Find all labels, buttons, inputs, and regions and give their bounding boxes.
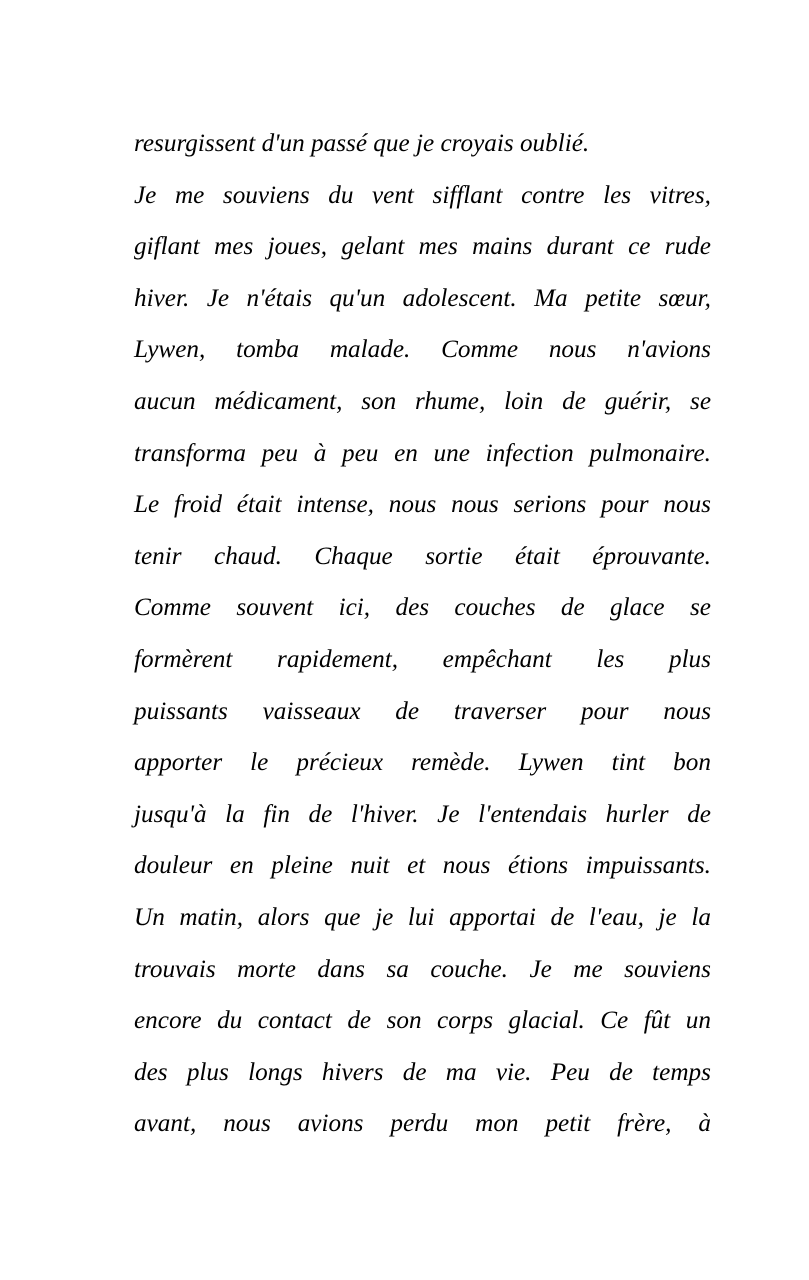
text-word: nous xyxy=(548,336,597,364)
text-word: Un xyxy=(134,903,165,931)
text-word: ici, xyxy=(338,594,371,622)
text-word: adolescent. xyxy=(402,284,517,312)
text-line xyxy=(134,428,711,480)
text-word: infection xyxy=(485,439,574,467)
text-word: petit xyxy=(545,1110,591,1138)
text-line xyxy=(134,634,711,686)
text-word: précieux xyxy=(296,749,384,777)
text-word: ce xyxy=(628,233,651,261)
text-word: de xyxy=(560,594,585,622)
text-word: mains xyxy=(472,233,533,261)
text-word: contre xyxy=(521,181,585,209)
text-word: giflant xyxy=(134,233,200,261)
text-word: médicament, xyxy=(214,387,343,415)
text-word: glacial. xyxy=(508,1007,585,1035)
text-word: gelant xyxy=(341,233,405,261)
text-word: rhume, xyxy=(415,387,486,415)
text-word: de xyxy=(609,1058,633,1086)
text-word: nous xyxy=(388,491,437,519)
text-line xyxy=(134,840,711,892)
text-word: guérir, xyxy=(604,387,672,415)
text-line xyxy=(134,737,711,789)
text-word: pour xyxy=(581,697,629,725)
text-line xyxy=(134,376,711,428)
text-word: nuit xyxy=(350,852,390,880)
text-word: se xyxy=(690,387,711,415)
text-word: de xyxy=(395,697,420,725)
text-word: puissants xyxy=(134,697,228,725)
text-word: transforma xyxy=(134,439,246,467)
text-word: me xyxy=(174,181,205,209)
text-word: pulmonaire. xyxy=(589,439,711,467)
text-line xyxy=(134,479,711,531)
text-word: étions xyxy=(507,852,569,880)
text-word: intense, xyxy=(296,491,374,519)
text-word: aucun xyxy=(134,387,196,415)
text-word: pour xyxy=(601,491,649,519)
text-word: joues, xyxy=(267,233,328,261)
text-word: sortie xyxy=(425,542,483,570)
text-word: n'avions xyxy=(627,336,711,364)
text-word: plus xyxy=(186,1058,229,1086)
text-word: mes xyxy=(418,233,458,261)
text-word: l'eau, xyxy=(588,903,644,931)
text-word: chaud. xyxy=(214,542,282,570)
text-word: matin, xyxy=(179,903,244,931)
text-word: longs xyxy=(248,1058,303,1086)
text-word: temps xyxy=(652,1058,711,1086)
text-word: pleine xyxy=(271,852,333,880)
text-word: nous xyxy=(663,697,711,725)
text-word: du xyxy=(328,181,354,209)
text-word: à xyxy=(698,1110,711,1138)
text-word: hivers xyxy=(321,1058,384,1086)
text-word: en xyxy=(229,852,254,880)
text-word: frère, xyxy=(617,1110,672,1138)
text-line xyxy=(134,1098,711,1150)
text-word: de xyxy=(687,800,711,828)
text-word: empêchant xyxy=(442,645,552,673)
text-word: vitres, xyxy=(649,181,711,209)
text-word: encore xyxy=(134,1007,202,1035)
text-word: souvent xyxy=(236,594,314,622)
text-word: peu xyxy=(261,439,299,467)
text-word: durant xyxy=(546,233,614,261)
text-word: ma xyxy=(445,1058,477,1086)
text-word: se xyxy=(689,594,711,622)
text-word: Je xyxy=(437,800,460,828)
text-word: tomba xyxy=(236,336,300,364)
text-word: souviens xyxy=(624,955,711,983)
body-text-block xyxy=(134,118,711,1150)
text-word: de xyxy=(402,1058,427,1086)
text-word: sœur, xyxy=(658,284,711,312)
text-word: une xyxy=(433,439,470,467)
text-word: le xyxy=(250,749,269,777)
text-word: dans xyxy=(317,955,365,983)
text-word: vent xyxy=(371,181,414,209)
text-word: petite xyxy=(585,284,642,312)
text-word: à xyxy=(313,439,327,467)
text-word: son xyxy=(386,1007,422,1035)
text-word: Comme xyxy=(441,336,519,364)
text-word: mes xyxy=(214,233,254,261)
text-word: serions xyxy=(513,491,587,519)
text-word: perdu xyxy=(390,1110,449,1138)
text-word: mon xyxy=(475,1110,519,1138)
text-line xyxy=(134,170,711,222)
text-word: plus xyxy=(668,645,711,673)
text-word: contact xyxy=(257,1007,332,1035)
text-word: nous xyxy=(223,1110,271,1138)
text-word: avions xyxy=(297,1110,364,1138)
text-word: bon xyxy=(673,749,711,777)
text-word: couche. xyxy=(430,955,508,983)
text-line xyxy=(134,582,711,634)
text-word: froid xyxy=(173,491,223,519)
text-line xyxy=(134,531,711,583)
text-word: morte xyxy=(237,955,296,983)
text-word: Je xyxy=(206,284,230,312)
text-word: un xyxy=(685,1007,711,1035)
text-word: Le xyxy=(134,491,160,519)
text-word: sa xyxy=(386,955,409,983)
text-line xyxy=(134,892,711,944)
text-word: était xyxy=(236,491,282,519)
text-word: Comme xyxy=(134,594,211,622)
text-word: n'étais xyxy=(246,284,313,312)
text-word: fin xyxy=(263,800,290,828)
text-word: la xyxy=(225,800,245,828)
text-word: de xyxy=(347,1007,372,1035)
text-word: apportai xyxy=(449,903,536,931)
text-line xyxy=(134,686,711,738)
text-word: couches xyxy=(454,594,536,622)
text-word: l'hiver. xyxy=(350,800,419,828)
text-word: douleur xyxy=(134,852,213,880)
text-word: trouvais xyxy=(134,955,216,983)
text-word: jusqu'à xyxy=(134,800,207,828)
text-word: et xyxy=(407,852,426,880)
text-word: peu xyxy=(342,439,379,467)
text-line xyxy=(134,324,711,376)
text-word: de xyxy=(562,387,586,415)
text-word: Peu xyxy=(550,1058,590,1086)
text-word: malade. xyxy=(329,336,411,364)
text-word: vie. xyxy=(495,1058,532,1086)
text-word: fût xyxy=(643,1007,671,1035)
text-word: sifflant xyxy=(432,181,503,209)
text-word: impuissants. xyxy=(585,852,711,880)
text-word: je xyxy=(658,903,677,931)
text-word: du xyxy=(217,1007,243,1035)
text-word: l'entendais xyxy=(478,800,588,828)
text-word: nous xyxy=(451,491,499,519)
text-word: des xyxy=(395,594,430,622)
text-word: de xyxy=(550,903,575,931)
text-line xyxy=(134,944,711,996)
text-line xyxy=(134,995,711,1047)
text-word: Ce xyxy=(600,1007,629,1035)
text-word: Je xyxy=(529,955,552,983)
text-line xyxy=(134,273,711,325)
text-word: la xyxy=(691,903,711,931)
text-word: rude xyxy=(664,233,711,261)
text-word: Lywen xyxy=(518,749,584,777)
text-word: en xyxy=(394,439,418,467)
text-word: alors xyxy=(257,903,310,931)
text-word: les xyxy=(596,645,625,673)
text-word: Lywen, xyxy=(134,336,206,364)
text-word: que xyxy=(324,903,361,931)
text-word: des xyxy=(134,1058,168,1086)
text-word: formèrent xyxy=(134,645,233,673)
text-word: tenir xyxy=(134,542,182,570)
text-word: était xyxy=(515,542,560,570)
text-word: hiver. xyxy=(134,284,190,312)
text-word: lui xyxy=(407,903,435,931)
text-line: resurgissent d'un passé que je croyais oublié. xyxy=(134,130,590,157)
text-word: loin xyxy=(504,387,544,415)
text-word: rapidement, xyxy=(277,645,399,673)
text-word: éprouvante. xyxy=(592,542,711,570)
text-word: de xyxy=(308,800,333,828)
text-word: apporter xyxy=(134,749,223,777)
text-word: hurler xyxy=(605,800,669,828)
text-word: tint xyxy=(611,749,646,777)
text-word: qu'un xyxy=(329,284,386,312)
text-word: son xyxy=(361,387,397,415)
text-word: glace xyxy=(610,594,665,622)
text-line xyxy=(134,221,711,273)
text-word: remède. xyxy=(411,749,491,777)
text-word: nous xyxy=(663,491,711,519)
text-line xyxy=(134,789,711,841)
text-word: Je xyxy=(134,181,157,209)
text-word: Chaque xyxy=(314,542,393,570)
text-word: je xyxy=(375,903,394,931)
text-line xyxy=(134,1047,711,1099)
text-word: me xyxy=(573,955,603,983)
text-word: Ma xyxy=(534,284,568,312)
text-word: nous xyxy=(442,852,491,880)
text-word: traverser xyxy=(453,697,547,725)
text-word: souviens xyxy=(222,181,310,209)
text-word: avant, xyxy=(134,1110,197,1138)
text-word: les xyxy=(603,181,632,209)
text-word: vaisseaux xyxy=(262,697,361,725)
text-word: corps xyxy=(437,1007,494,1035)
